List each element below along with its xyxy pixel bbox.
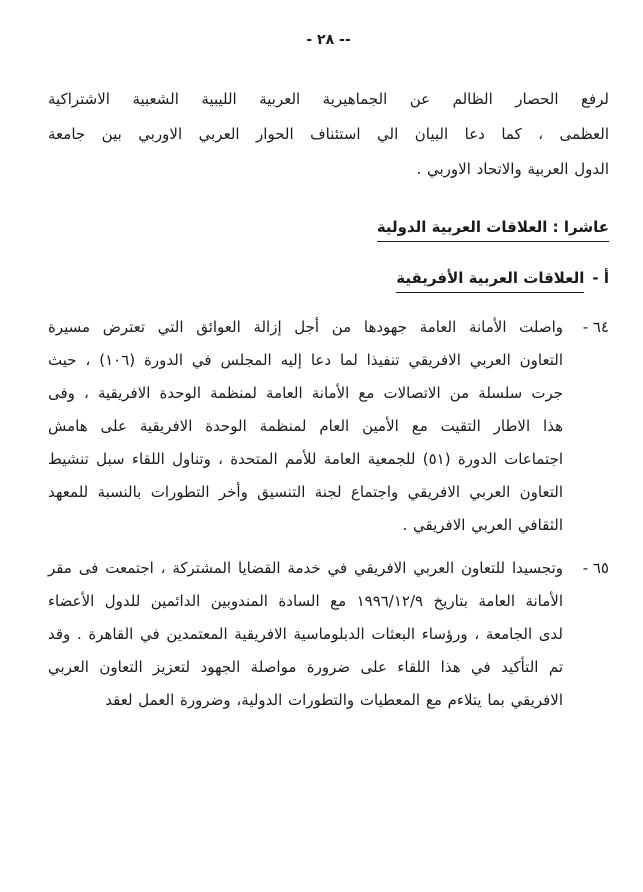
subsection-marker: أ - [592,269,609,287]
paragraph-line: العظمى ، كما دعا البيان الي استئناف الحوار العربي الاوربي بين جامعة [48,125,609,143]
paragraph-line: التعاون العربي الافريقي تنفيذا لما دعا إليه المجلس في الدورة (١٠٦) ، حيث [48,351,563,369]
item-text [48,552,563,717]
paragraph-line: جرت سلسلة من الاتصالات مع الأمانة العامة لمنظمة الوحدة الافريقية ، وفى [48,384,563,402]
paragraph-line: لدى الجامعة ، ورؤساء البعثات الدبلوماسية الافريقية المعتمدين في القاهرة . وقد [48,625,563,643]
numbered-item [48,552,609,717]
paragraph-line: واصلت الأمانة العامة جهودها من أجل إزالة العوائق التي تعترض مسيرة [48,318,563,336]
continuation-paragraph [48,82,609,187]
paragraph-line: الثقافي العربي الافريقي . [402,516,563,534]
subsection-title: العلاقات العربية الأفريقية [396,268,584,293]
paragraph-line: لرفع الحصار الظالم عن الجماهيرية العربية الليبية الشعبية الاشتراكية [48,90,609,108]
paragraph-line: وتجسيدا للتعاون العربي الافريقي في خدمة القضايا المشتركة ، اجتمعت فى مقر [48,559,563,577]
paragraph-line: الدول العربية والاتحاد الاوربي . [416,160,609,178]
paragraph-line: التعاون العربي الافريقي واجتماع لجنة التنسيق وأخر التطورات بالنسبة للمعهد [48,483,563,501]
paragraph-line: الأمانة العامة بتاريخ ١٩٩٦/١٢/٩ مع السادة المندوبين الدائمين للدول الأعضاء [48,592,563,610]
item-number: ٦٤ - [582,318,609,336]
paragraph-line: الافريقي بما يتلاءم مع المعطيات والتطورات الدولية، وضرورة العمل لعقد [105,691,563,709]
paragraph-line: تم التأكيد في هذا اللقاء على ضرورة مواصلة الجهود لتعزيز التعاون العربي [48,658,563,676]
section-heading-text: عاشرا : العلاقات العربية الدولية [377,217,609,242]
page-number: - ٢٨ -- [306,32,351,48]
numbered-item [48,311,609,542]
subsection-heading [48,268,609,293]
item-text [48,311,563,542]
section-heading [48,217,609,242]
paragraph-line: هذا الاطار التقيت مع الأمين العام لمنظمة الوحدة الافريقية على هامش [48,417,563,435]
item-number: ٦٥ - [582,559,609,577]
paragraph-line: اجتماعات الدورة (٥١) للجمعية العامة للأمم المتحدة ، وتناول اللقاء سبل تنشيط [48,450,564,468]
